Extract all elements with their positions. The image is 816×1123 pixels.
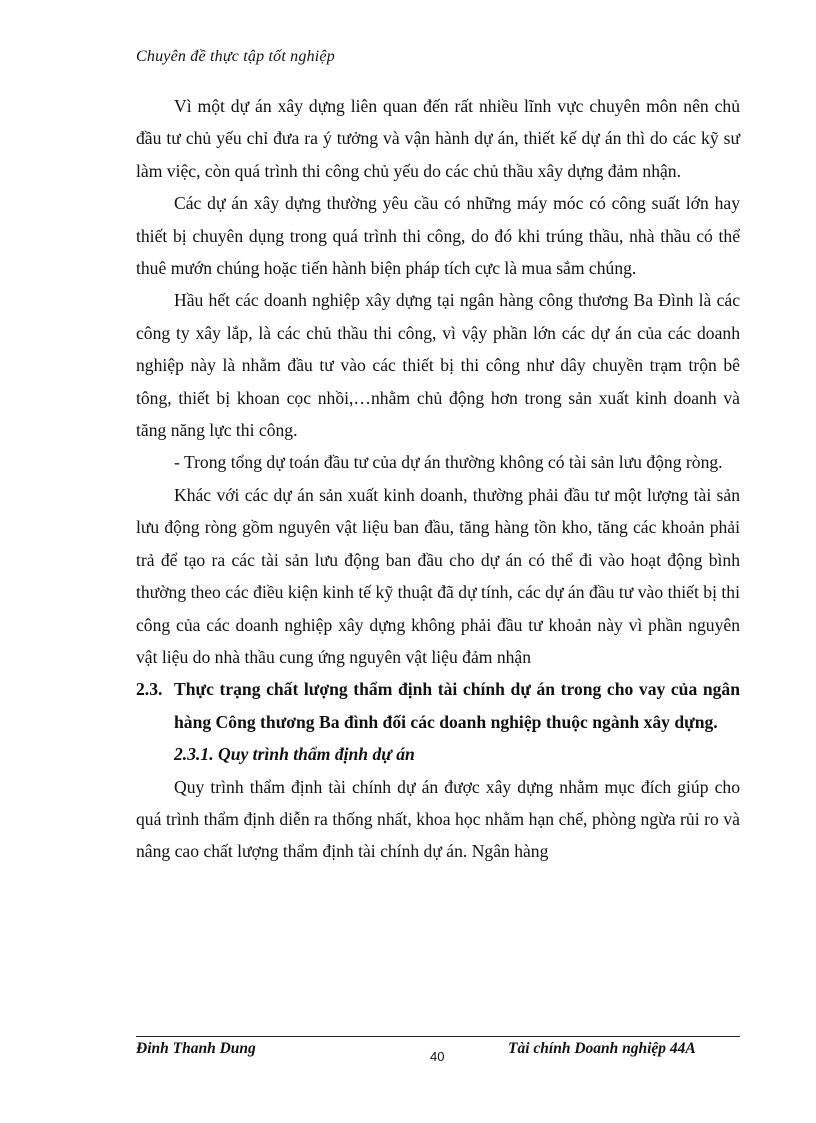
body-text bbox=[136, 90, 740, 868]
paragraph-2: Các dự án xây dựng thường yêu cầu có những máy móc có công suất lớn hay thiết bị chuyên dụng trong quá trình thi công, do đó khi trúng thầu, nhà thầu có thể thuê mướn chúng hoặc tiến hành biện pháp tích cực là mua sắm chúng. bbox=[136, 193, 740, 279]
footer-class: Tài chính Doanh nghiệp 44A bbox=[508, 1040, 696, 1057]
paragraph-5: Khác với các dự án sản xuất kinh doanh, thường phải đầu tư một lượng tài sản lưu động ròng gồm nguyên vật liệu ban đầu, tăng hàng tồn kho, tăng các khoản phải trả để tạo ra các tài sản lưu động ban đầu cho dự án có thể đi vào hoạt động bình thường theo các điều kiện kinh tế kỹ thuật đã dự tính, các dự án đầu tư vào thiết bị thi công của các doanh nghiệp xây dựng không phải đầu tư khoản này vì phần nguyên vật liệu do nhà thầu cung ứng nguyên vật liệu đảm nhận bbox=[136, 484, 740, 667]
section-title: Thực trạng chất lượng thẩm định tài chính dự án trong cho vay của ngân hàng Công thương Ba đình đối các doanh nghiệp thuộc ngành xây dựng. bbox=[174, 679, 740, 732]
paragraph-4: - Trong tổng dự toán đầu tư của dự án thường không có tài sản lưu động ròng. bbox=[174, 452, 723, 473]
subsection-heading-2-3-1: 2.3.1. Quy trình thẩm định dự án bbox=[174, 744, 415, 765]
paragraph-6: Quy trình thẩm định tài chính dự án được xây dựng nhằm mục đích giúp cho quá trình thẩm định diễn ra thống nhất, khoa học nhằm hạn chế, phòng ngừa rủi ro và nâng cao chất lượng thẩm định tài chính dự án. Ngân hàng bbox=[136, 776, 740, 862]
section-heading-2-3 bbox=[136, 673, 740, 738]
paragraph-1: Vì một dự án xây dựng liên quan đến rất nhiều lĩnh vực chuyên môn nên chủ đầu tư chủ yếu chỉ đưa ra ý tưởng và vận hành dự án, thiết kế dự án thì do các kỹ sư làm việc, còn quá trình thi công chủ yếu do các chủ thầu xây dựng đảm nhận. bbox=[136, 96, 740, 181]
paragraph-3: Hầu hết các doanh nghiệp xây dựng tại ngân hàng công thương Ba Đình là các công ty xây lắp, là các chủ thầu thi công, vì vậy phần lớn các dự án của các doanh nghiệp này là nhằm đầu tư vào các thiết bị thi công như dây chuyền trạm trộn bê tông, thiết bị khoan cọc nhồi,…nhằm chủ động hơn trong sản xuất kinh doanh và tăng năng lực thi công. bbox=[136, 290, 740, 441]
footer-author: Đinh Thanh Dung bbox=[136, 1040, 256, 1057]
running-header: Chuyên đề thực tập tốt nghiệp bbox=[136, 48, 335, 65]
section-number: 2.3. bbox=[136, 679, 163, 700]
footer-rule bbox=[136, 1036, 740, 1037]
page-number: 40 bbox=[430, 1049, 445, 1064]
